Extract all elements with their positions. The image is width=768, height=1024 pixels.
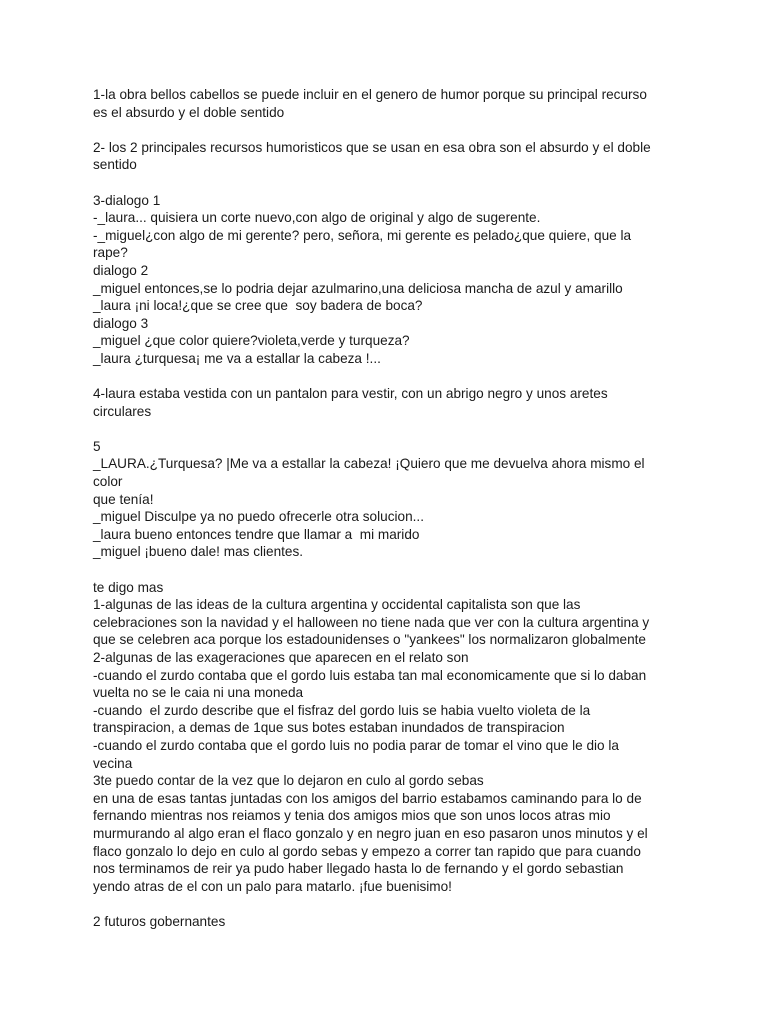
paragraph-3-dialogues — [93, 192, 683, 368]
paragraph-4 — [93, 385, 683, 420]
text-line: transpiracion, a demas de 1que sus botes estaban inundados de transpiracion — [93, 720, 565, 736]
text-line: en una de esas tantas juntadas con los amigos del barrio estabamos caminando para lo de — [93, 790, 642, 806]
text-line: te digo mas — [93, 579, 164, 595]
text-line: yendo atras de el con un palo para matarlo. ¡fue buenisimo! — [93, 878, 452, 894]
text-line: es el absurdo y el doble sentido — [93, 104, 285, 120]
text-line: -cuando el zurdo describe que el fisfraz del gordo luis se habia vuelto violeta de la — [93, 702, 591, 718]
text-line: -cuando el zurdo contaba que el gordo luis estaba tan mal economicamente que si lo daban — [93, 667, 647, 683]
paragraph-te-digo-mas — [93, 579, 683, 896]
text-line: _miguel Disculpe ya no puedo ofrecerle otra solucion... — [93, 509, 424, 525]
text-line: 2 futuros gobernantes — [93, 913, 226, 929]
text-line: 1-algunas de las ideas de la cultura argentina y occidental capitalista son que las — [93, 597, 581, 613]
text-line: 5 — [93, 438, 101, 454]
text-line: dialogo 2 — [93, 262, 149, 278]
text-line: que se celebren aca porque los estadounidenses o "yankees" los normalizaron globalmente — [93, 632, 646, 648]
paragraph-5 — [93, 438, 683, 561]
text-line: murmurando al algo eran el flaco gonzalo y en negro juan en eso pasaron unos minutos y el — [93, 825, 648, 841]
paragraph-1 — [93, 86, 683, 121]
text-line: nos terminamos de reir ya pudo haber llegado hasta lo de fernando y el gordo sebastian — [93, 861, 624, 877]
text-line: 3te puedo contar de la vez que lo dejaron en culo al gordo sebas — [93, 773, 484, 789]
text-line: sentido — [93, 157, 137, 173]
text-line: _miguel ¿que color quiere?violeta,verde y turqueza? — [93, 333, 410, 349]
text-line: rape? — [93, 245, 128, 261]
text-line: dialogo 3 — [93, 315, 149, 331]
text-line: _LAURA.¿Turquesa? |Me va a estallar la cabeza! ¡Quiero que me devuelva ahora mismo el — [93, 456, 645, 472]
text-line: -cuando el zurdo contaba que el gordo luis no podia parar de tomar el vino que le dio la — [93, 737, 619, 753]
document-page — [93, 86, 683, 948]
text-line: _laura ¡ni loca!¿que se cree que soy badera de boca? — [93, 298, 423, 314]
text-line: _laura bueno entonces tendre que llamar a mi marido — [93, 526, 420, 542]
text-line: circulares — [93, 403, 152, 419]
text-line: 2-algunas de las exageraciones que aparecen en el relato son — [93, 650, 469, 665]
text-line: 2- los 2 principales recursos humoristicos que se usan en esa obra son el absurdo y el doble — [93, 139, 651, 155]
text-line: _laura ¿turquesa¡ me va a estallar la cabeza !... — [93, 350, 381, 366]
text-line: celebraciones son la navidad y el halloween no tiene nada que ver con la cultura argentina y — [93, 614, 650, 630]
text-line: vecina — [93, 755, 133, 771]
text-line: _miguel ¡bueno dale! mas clientes. — [93, 544, 304, 560]
text-line: flaco gonzalo lo dejo en culo al gordo sebas y empezo a correr tan rapido que para cuando — [93, 843, 641, 859]
text-line: _miguel entonces,se lo podria dejar azulmarino,una deliciosa mancha de azul y amarillo — [93, 280, 623, 296]
text-line: 3-dialogo 1 — [93, 192, 161, 208]
paragraph-futuros-gobernantes — [93, 913, 683, 931]
text-line: color — [93, 474, 123, 490]
text-line: -_laura... quisiera un corte nuevo,con algo de original y algo de sugerente. — [93, 210, 541, 226]
text-line: -_miguel¿con algo de mi gerente? pero, señora, mi gerente es pelado¿que quiere, que la — [93, 227, 632, 243]
text-line: 4-laura estaba vestida con un pantalon para vestir, con un abrigo negro y unos aretes — [93, 386, 608, 402]
text-line: que tenía! — [93, 491, 154, 507]
paragraph-2 — [93, 139, 683, 174]
text-line: 1-la obra bellos cabellos se puede incluir en el genero de humor porque su principal recurso — [93, 87, 647, 102]
text-line: vuelta no se le caia ni una moneda — [93, 685, 304, 701]
text-line: fernando mientras nos reiamos y tenia dos amigos mios que son unos locos atras mio — [93, 808, 611, 824]
